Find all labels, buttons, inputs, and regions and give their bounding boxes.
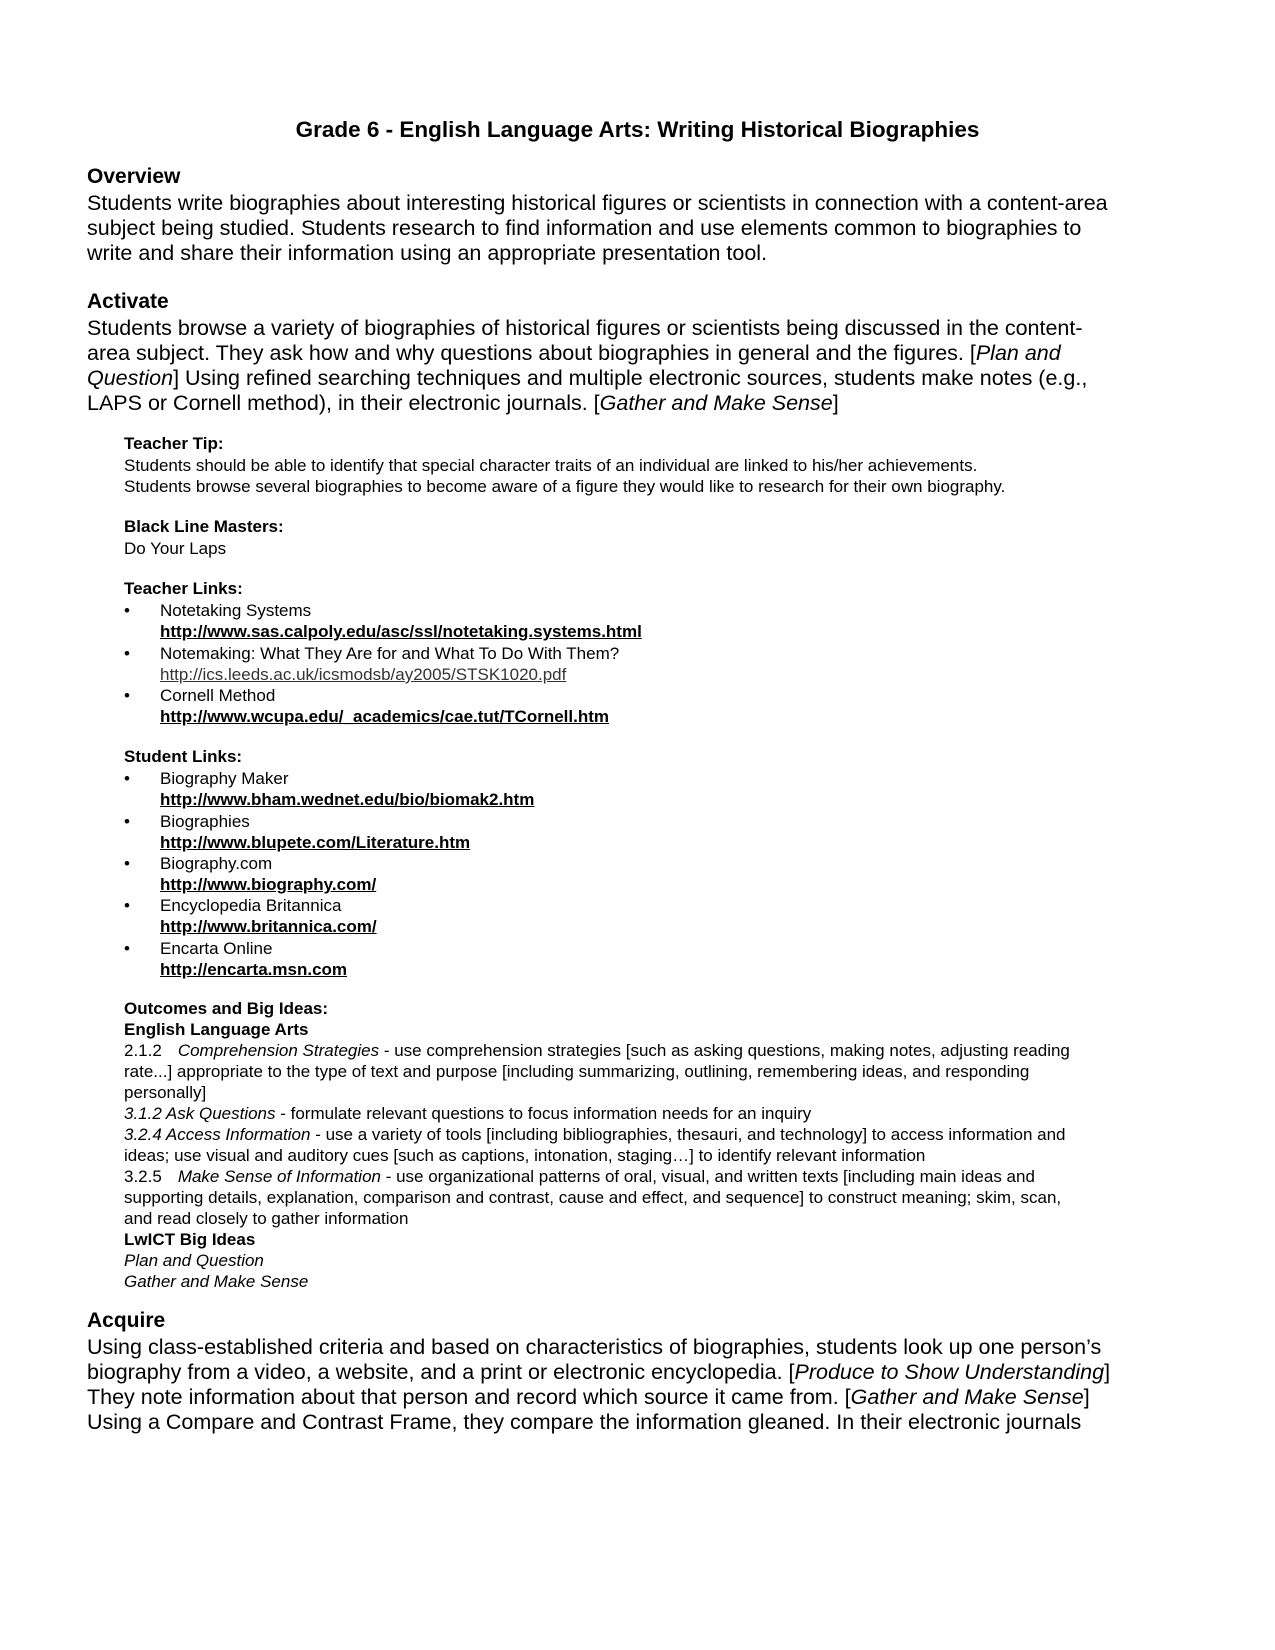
acquire-line: They note information about that person and record which source it came from. [Gather and Make Sense] [87,1385,1090,1409]
student-link-url[interactable]: http://www.britannica.com/ [160,917,377,936]
lwict-item: Gather and Make Sense [124,1272,309,1291]
teacher-link-url[interactable]: http://www.wcupa.edu/_academics/cae.tut/TCornell.htm [160,707,610,726]
lwict-heading: LwICT Big Ideas [124,1230,256,1249]
outcome-line: 3.1.2 Ask Questions - formulate relevant questions to focus information needs for an inquiry [124,1104,812,1123]
student-link-label: Biography Maker [160,769,289,788]
teacher-links-heading: Teacher Links: [124,579,243,598]
overview-line: Students write biographies about interesting historical figures or scientists in connection with a content-area [87,191,1108,215]
big-idea-ref: Gather and Make Sense [850,1385,1084,1409]
teacher-link-label: Notemaking: What They Are for and What To Do With Them? [160,644,620,663]
outcomes-heading: Outcomes and Big Ideas: [124,999,329,1018]
teacher-link-url[interactable]: http://ics.leeds.ac.uk/icsmodsb/ay2005/STSK1020.pdf [160,665,567,684]
acquire-line: Using class-established criteria and based on characteristics of biographies, students look up one person’s [87,1335,1102,1359]
bullet-icon: • [124,896,130,915]
overview-line: subject being studied. Students research to find information and use elements common to biographies to [87,216,1082,240]
big-idea-ref: Produce to Show Understanding [794,1360,1105,1384]
acquire-line: Using a Compare and Contrast Frame, they compare the information gleaned. In their electronic journals [87,1410,1082,1434]
acquire-heading: Acquire [87,1309,166,1332]
big-idea-ref: Gather and Make Sense [599,391,833,415]
overview-heading: Overview [87,165,181,188]
acquire-line: biography from a video, a website, and a print or electronic encyclopedia. [Produce to Show Understanding] [87,1360,1111,1384]
black-line-masters-heading: Black Line Masters: [124,517,284,536]
teacher-tip-line: Students should be able to identify that special character traits of an individual are linked to his/her achievements. [124,456,978,475]
outcome-line: ideas; use visual and auditory cues [such as captions, intonation, staging…] to identify relevant information [124,1146,926,1165]
bullet-icon: • [124,644,130,663]
overview-line: write and share their information using an appropriate presentation tool. [87,241,768,265]
student-link-label: Encyclopedia Britannica [160,896,342,915]
activate-line: LAPS or Cornell method), in their electronic journals. [Gather and Make Sense] [87,391,839,415]
teacher-link-label: Cornell Method [160,686,276,705]
outcome-line: 3.2.4 Access Information - use a variety of tools [including bibliographies, thesauri, and technology] to access information and [124,1125,1066,1144]
student-link-label: Biographies [160,812,250,831]
outcome-line: 2.1.2 Comprehension Strategies - use comprehension strategies [such as asking questions, making notes, adjusting reading [124,1041,1070,1060]
outcomes-subheading: English Language Arts [124,1020,309,1039]
student-link-url[interactable]: http://www.blupete.com/Literature.htm [160,833,471,852]
bullet-icon: • [124,939,130,958]
outcome-line: supporting details, explanation, comparison and contrast, cause and effect, and sequence] to construct meaning; skim, scan, [124,1188,1062,1207]
student-link-url[interactable]: http://www.biography.com/ [160,875,377,894]
bullet-icon: • [124,601,130,620]
lwict-item: Plan and Question [124,1251,264,1270]
activate-line: area subject. They ask how and why questions about biographies in general and the figures. [Plan and [87,341,1061,365]
bullet-icon: • [124,812,130,831]
bullet-icon: • [124,686,130,705]
bullet-icon: • [124,769,130,788]
teacher-link-label: Notetaking Systems [160,601,312,620]
outcome-line: 3.2.5 Make Sense of Information - use organizational patterns of oral, visual, and written texts [including main ideas and [124,1167,1035,1186]
teacher-tip-line: Students browse several biographies to become aware of a figure they would like to research for their own biography. [124,477,1006,496]
activate-line: Question] Using refined searching techniques and multiple electronic sources, students make notes (e.g., [87,366,1088,390]
outcome-line: personally] [124,1083,207,1102]
outcome-line: rate...] appropriate to the type of text and purpose [including summarizing, outlining, remembering ideas, and responding [124,1062,1030,1081]
teacher-link-url[interactable]: http://www.sas.calpoly.edu/asc/ssl/notetaking.systems.html [160,622,642,641]
activate-line: Students browse a variety of biographies of historical figures or scientists being discussed in the content- [87,316,1083,340]
bullet-icon: • [124,854,130,873]
big-idea-ref: Plan and [975,341,1061,365]
big-idea-ref: Question [87,366,174,390]
student-link-url[interactable]: http://encarta.msn.com [160,960,348,979]
student-link-label: Encarta Online [160,939,273,958]
page-title: Grade 6 - English Language Arts: Writing Historical Biographies [295,117,980,142]
black-line-masters-item: Do Your Laps [124,539,227,558]
student-link-url[interactable]: http://www.bham.wednet.edu/bio/biomak2.htm [160,790,535,809]
student-link-label: Biography.com [160,854,273,873]
teacher-tip-heading: Teacher Tip: [124,434,224,453]
outcome-line: and read closely to gather information [124,1209,409,1228]
student-links-heading: Student Links: [124,747,243,766]
activate-heading: Activate [87,290,169,313]
